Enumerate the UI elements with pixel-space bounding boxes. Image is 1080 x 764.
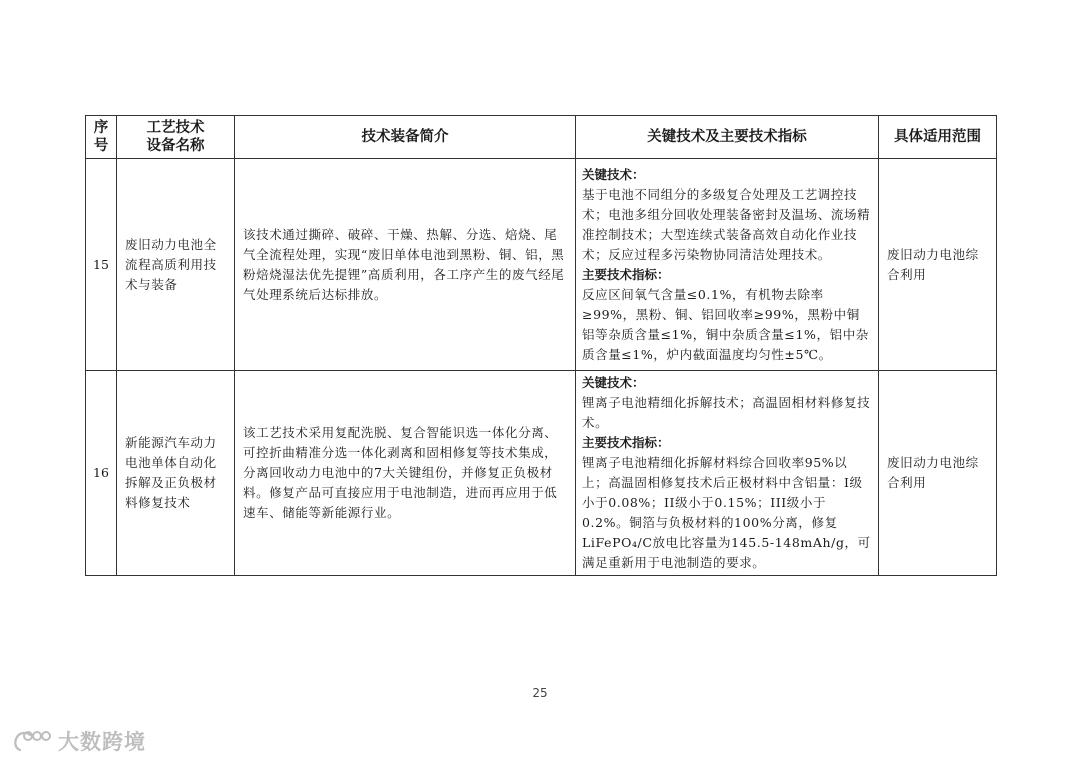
header-scope: 具体适用范围: [879, 116, 997, 159]
table-row: [86, 159, 997, 371]
indicator-label: 主要技术指标：: [582, 435, 670, 450]
page-number: 25: [532, 686, 548, 700]
row-index: 16: [86, 371, 117, 576]
header-desc: 技术装备简介: [235, 116, 576, 159]
row-index: 15: [86, 159, 117, 371]
row-scope: [879, 159, 997, 371]
row-name-text: 废旧动力电池全流程高质利用技术与装备: [125, 236, 217, 292]
indicator-text: 反应区间氧气含量≤0.1%，有机物去除率≥99%，黑粉、铜、铝回收率≥99%，黑粉中铜铝等杂质含量≤1%，铜中杂质含量≤1%，铝中杂质含量≤1%，炉内截面温度均匀性±5℃。: [582, 286, 869, 362]
row-key: [576, 371, 879, 576]
key-tech-text: 锂离子电池精细化拆解技术；高温固相材料修复技术。: [582, 395, 871, 430]
table-header-row: [86, 116, 997, 159]
row-desc: [235, 159, 576, 371]
chat-bubbles-icon: [12, 728, 52, 754]
key-tech-label: 关键技术：: [582, 166, 645, 182]
key-tech-text: 基于电池不同组分的多级复合处理及工艺调控技术；电池多组分回收处理装备密封及温场、流场精准控制技术；大型连续式装备高效自动化作业技术；反应过程多污染物协同清洁处理技术。: [582, 186, 871, 262]
key-tech-label: 关键技术：: [582, 375, 645, 390]
row-scope-text: 废旧动力电池综合利用: [887, 246, 979, 282]
row-key: [576, 159, 879, 371]
watermark: [12, 726, 146, 756]
technology-table: [85, 115, 997, 576]
indicator-text: 锂离子电池精细化拆解材料综合回收率95%以上；高温固相修复技术后正极材料中含铝量：I级小于0.08%；II级小于0.15%；III级小于0.2%。铜箔与负极材料的100%分离，修复LiFePO₄/C放电比容量为145.5-148mAh/g，可满足重新用于电池制造的要求。: [582, 455, 871, 570]
header-key: 关键技术及主要技术指标: [576, 116, 879, 159]
row-scope: [879, 371, 997, 576]
row-name: [117, 159, 235, 371]
row-name: [117, 371, 235, 576]
watermark-text: 大数跨境: [58, 730, 146, 754]
row-scope-text: 废旧动力电池综合利用: [887, 455, 979, 490]
header-name: 工艺技术 设备名称: [117, 116, 235, 159]
row-name-text: 新能源汽车动力电池单体自动化拆解及正负极材料修复技术: [125, 435, 217, 510]
header-index: 序 号: [86, 116, 117, 159]
table-row: [86, 371, 997, 576]
indicator-label: 主要技术指标：: [582, 266, 670, 282]
row-desc: [235, 371, 576, 576]
row-desc-text: 该工艺技术采用复配洗脱、复合智能识选一体化分离、可控折曲精准分选一体化剥离和固相修复等技术集成，分离回收动力电池中的7大关键组份，并修复正负极材料。修复产品可直接应用于电池制造，进而再应用于低速车、储能等新能源行业。: [243, 425, 558, 520]
row-desc-text: 该技术通过撕碎、破碎、干燥、热解、分选、焙烧、尾气全流程处理，实现“废旧单体电池到黑粉、铜、铝，黑粉焙烧湿法优先提锂”高质利用，各工序产生的废气经尾气处理系统后达标排放。: [243, 226, 565, 302]
